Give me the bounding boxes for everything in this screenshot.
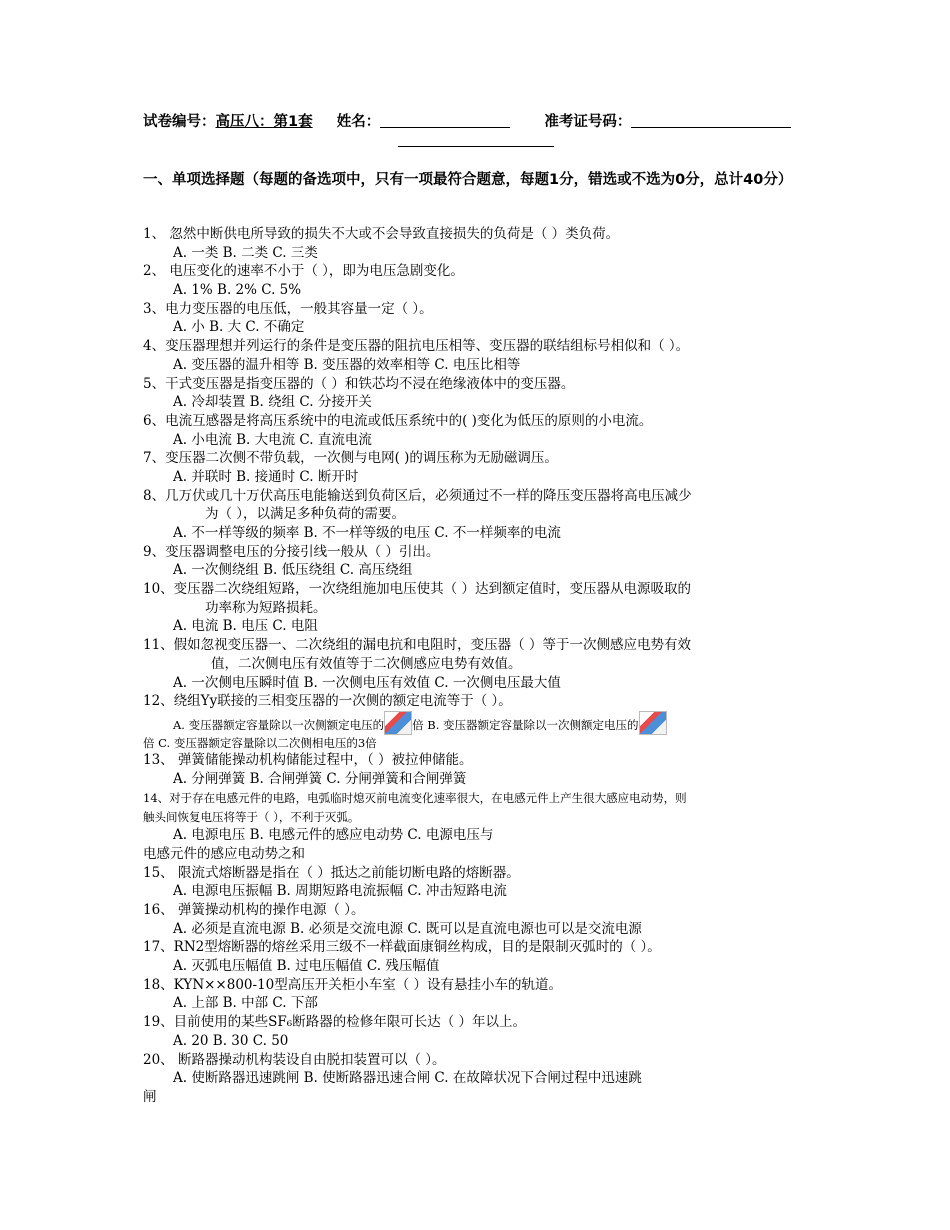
question-10-cont: 功率称为短路损耗。 — [205, 599, 327, 616]
options-18: A. 上部 B. 中部 C. 下部 — [173, 995, 318, 1012]
formula-image-icon — [639, 711, 667, 735]
options-9: A. 一次侧绕组 B. 低压绕组 C. 高压绕组 — [173, 562, 413, 579]
question-11-cont: 值，二次侧电压有效值等于二次侧感应电势有效值。 — [211, 655, 522, 672]
options-20-cont: 闸 — [143, 1088, 157, 1105]
name-blank[interactable] — [380, 113, 510, 128]
question-list — [143, 225, 811, 1107]
options-17: A. 灭弧电压幅值 B. 过电压幅值 C. 残压幅值 — [173, 958, 440, 975]
options-20: A. 使断路器迅速跳闸 B. 使断路器迅速合闸 C. 在故障状况下合闸过程中迅速跳 — [173, 1070, 642, 1087]
ticket-blank-continued[interactable] — [398, 132, 554, 147]
options-7: A. 并联时 B. 接通时 C. 断开时 — [173, 468, 359, 485]
options-11: A. 一次侧电压瞬时值 B. 一次侧电压有效值 C. 一次侧电压最大值 — [173, 674, 561, 691]
ticket-blank[interactable] — [631, 113, 791, 128]
options-14: A. 电源电压 B. 电感元件的感应电动势 C. 电源电压与 — [173, 827, 494, 844]
options-6: A. 小电流 B. 大电流 C. 直流电流 — [173, 431, 372, 448]
exam-page — [143, 112, 811, 1105]
options-3: A. 小 B. 大 C. 不确定 — [173, 319, 305, 336]
question-11: 11、假如忽视变压器一、二次绕组的漏电抗和电阻时，变压器（ ）等于一次侧感应电势有效 — [143, 637, 691, 654]
question-2: 2、 电压变化的速率不小于（ ），即为电压急剧变化。 — [143, 263, 464, 280]
paper-no-value: 高压八：第1套 — [215, 114, 313, 130]
paper-no-label: 试卷编号： — [143, 114, 216, 130]
question-1: 1、 忽然中断供电所导致的损失不大或不会导致直接损失的负荷是（ ）类负荷。 — [143, 226, 620, 242]
question-13: 13、 弹簧储能操动机构储能过程中，（ ）被拉伸储能。 — [143, 751, 473, 768]
ticket-label: 准考证号码： — [544, 114, 632, 130]
question-15: 15、 限流式熔断器是指在（ ）抵达之前能切断电路的熔断器。 — [143, 864, 520, 881]
question-17: 17、RN2型熔断器的熔丝采用三级不一样截面康铜丝构成，目的是限制灭弧时的（ ）。 — [143, 939, 661, 956]
options-4: A. 变压器的温升相等 B. 变压器的效率相等 C. 电压比相等 — [173, 356, 521, 373]
question-14: 14、对于存在电感元件的电路，电弧临时熄灭前电流变化速率很大，在电感元件上产生很大感应电动势，则 — [143, 791, 687, 806]
options-12 — [143, 711, 811, 735]
options-16: A. 必须是直流电源 B. 必须是交流电源 C. 既可以是直流电源也可以是交流电源 — [173, 920, 642, 937]
name-label: 姓名： — [336, 114, 381, 130]
options-12-b: 倍 B. 变压器额定容量除以一次侧额定电压的 — [412, 717, 639, 732]
options-19: A. 20 B. 30 C. 50 — [173, 1032, 289, 1049]
options-12-cont: 倍 C. 变压器额定容量除以二次侧相电压的3倍 — [143, 735, 377, 750]
options-2: A. 1% B. 2% C. 5% — [173, 282, 302, 299]
question-4: 4、变压器理想并列运行的条件是变压器的阻抗电压相等、变压器的联结组标号相似和（ ）。 — [143, 338, 690, 355]
question-12: 12、绕组Yy联接的三相变压器的一次侧的额定电流等于（ ）。 — [143, 693, 512, 710]
options-13: A. 分闸弹簧 B. 合闸弹簧 C. 分闸弹簧和合闸弹簧 — [173, 770, 467, 787]
question-10: 10、变压器二次绕组短路，一次绕组施加电压使其（ ）达到额定值时，变压器从电源吸取的 — [143, 581, 691, 598]
question-8: 8、几万伏或几十万伏高压电能输送到负荷区后，必须通过不一样的降压变压器将高电压减少 — [143, 487, 692, 504]
options-12-a: A. 变压器额定容量除以一次侧额定电压的 — [173, 717, 385, 732]
options-5: A. 冷却装置 B. 绕组 C. 分接开关 — [173, 394, 372, 411]
formula-image-icon — [384, 711, 412, 735]
section-title: 一、单项选择题（每题的备选项中，只有一项最符合题意，每题1分，错选或不选为0分，总计40分） — [143, 172, 793, 188]
question-7: 7、变压器二次侧不带负载，一次侧与电网( )的调压称为无励磁调压。 — [143, 450, 558, 467]
question-8-cont: 为（ ），以满足多种负荷的需要。 — [205, 506, 406, 523]
question-5: 5、干式变压器是指变压器的（ ）和铁芯均不浸在绝缘液体中的变压器。 — [143, 375, 575, 392]
question-18: 18、KYN××800-10型高压开关柜小车室（ ）设有悬挂小车的轨道。 — [143, 976, 563, 993]
question-6: 6、电流互感器是将高压系统中的电流或低压系统中的( )变化为低压的原则的小电流。 — [143, 412, 653, 429]
question-9: 9、变压器调整电压的分接引线一般从（ ）引出。 — [143, 543, 440, 560]
question-16: 16、 弹簧操动机构的操作电源（ ）。 — [143, 902, 365, 918]
options-15: A. 电源电压振幅 B. 周期短路电流振幅 C. 冲击短路电流 — [173, 883, 507, 900]
exam-header — [143, 112, 811, 132]
options-14-cont: 电感元件的感应电动势之和 — [143, 845, 305, 862]
question-20: 20、 断路器操动机构装设自由脱扣装置可以（ ）。 — [143, 1051, 446, 1068]
options-10: A. 电流 B. 电压 C. 电阻 — [173, 618, 318, 635]
options-8: A. 不一样等级的频率 B. 不一样等级的电压 C. 不一样频率的电流 — [173, 525, 561, 541]
question-3: 3、电力变压器的电压低，一般其容量一定（ ）。 — [143, 300, 433, 317]
question-14-cont: 触头间恢复电压将等于（ ），不利于灭弧。 — [143, 810, 360, 825]
question-19: 19、目前使用的某些SF₆断路器的检修年限可长达（ ）年以上。 — [143, 1014, 526, 1031]
options-1: A. 一类 B. 二类 C. 三类 — [173, 244, 318, 261]
